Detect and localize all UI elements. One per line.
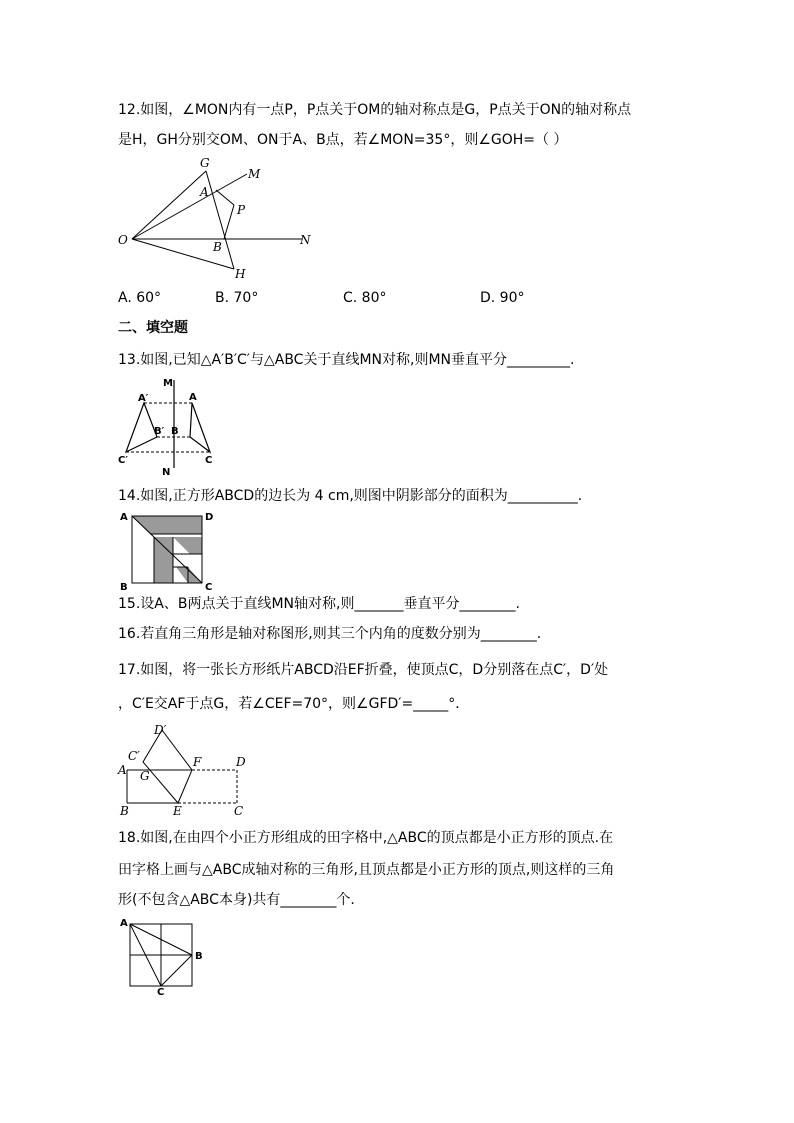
label-D: D — [205, 512, 214, 523]
label-C: C — [205, 455, 213, 466]
q13-figure — [112, 375, 222, 477]
q18-figure — [112, 914, 212, 996]
label-P: P — [237, 203, 246, 217]
label-C-prime: C′ — [118, 455, 128, 466]
q12-option-d: D. 90° — [480, 290, 525, 306]
label-G: G — [140, 769, 150, 783]
label-A: A — [120, 512, 128, 523]
q17-line-1: 17.如图，将一张长方形纸片ABCD沿EF折叠，使顶点C，D分别落在点C′，D′处 — [118, 662, 609, 678]
label-N: N — [300, 233, 311, 247]
label-B-prime: B′ — [154, 426, 165, 437]
q18-line-2: 田字格上画与△ABC成轴对称的三角形,且顶点都是小正方形的顶点,则这样的三角 — [118, 862, 615, 878]
q13-text: 13.如图,已知△A′B′C′与△ABC关于直线MN对称,则MN垂直平分_________. — [118, 352, 575, 368]
label-D-prime: D′ — [154, 723, 167, 737]
section-title: 二、填空题 — [118, 320, 188, 336]
q17-figure — [112, 720, 252, 818]
q14-text: 14.如图,正方形ABCD的边长为 4 cm,则图中阴影部分的面积为__________. — [118, 488, 583, 504]
label-F: F — [193, 755, 202, 769]
label-A: A — [189, 392, 197, 403]
label-B: B — [171, 426, 179, 437]
label-H: H — [235, 267, 246, 281]
q14-figure — [112, 506, 224, 592]
q15-text: 15.设A、B两点关于直线MN轴对称,则_______垂直平分________. — [118, 596, 520, 612]
label-N: N — [162, 467, 171, 477]
q16-text: 16.若直角三角形是轴对称图形,则其三个内角的度数分别为________. — [118, 626, 542, 642]
label-C: C — [205, 582, 213, 592]
label-D: D — [236, 755, 246, 769]
label-B: B — [213, 240, 222, 254]
label-A-prime: A′ — [138, 393, 149, 404]
label-A: A — [200, 185, 209, 199]
q12-figure — [112, 150, 322, 285]
label-E: E — [173, 804, 182, 818]
label-C: C — [234, 804, 244, 818]
label-M: M — [163, 378, 173, 389]
q18-line-3: 形(不包含△ABC本身)共有________个. — [118, 892, 355, 908]
q12-option-b: B. 70° — [215, 290, 259, 306]
q12-line-1: 12.如图，∠MON内有一点P，P点关于OM的轴对称点是G，P点关于ON的轴对称点 — [118, 102, 632, 118]
q12-option-a: A. 60° — [118, 290, 162, 306]
q17-line-2: ，C′E交AF于点G，若∠CEF=70°，则∠GFD′=_____°． — [118, 696, 470, 712]
q12-line-2: 是H，GH分别交OM、ON于A、B点，若∠MON=35°，则∠GOH=（ ） — [118, 132, 568, 148]
label-M: M — [248, 167, 261, 181]
label-B: B — [120, 582, 128, 592]
label-A: A — [118, 763, 127, 777]
label-G: G — [200, 156, 210, 170]
q12-option-c: C. 80° — [343, 290, 387, 306]
q18-line-1: 18.如图,在由四个小正方形组成的田字格中,△ABC的顶点都是小正方形的顶点.在 — [118, 830, 614, 846]
label-C-prime: C′ — [128, 749, 140, 763]
label-A: A — [120, 918, 128, 929]
label-B: B — [195, 951, 203, 962]
label-C: C — [157, 987, 165, 996]
label-B: B — [120, 804, 129, 818]
label-O: O — [118, 233, 128, 247]
